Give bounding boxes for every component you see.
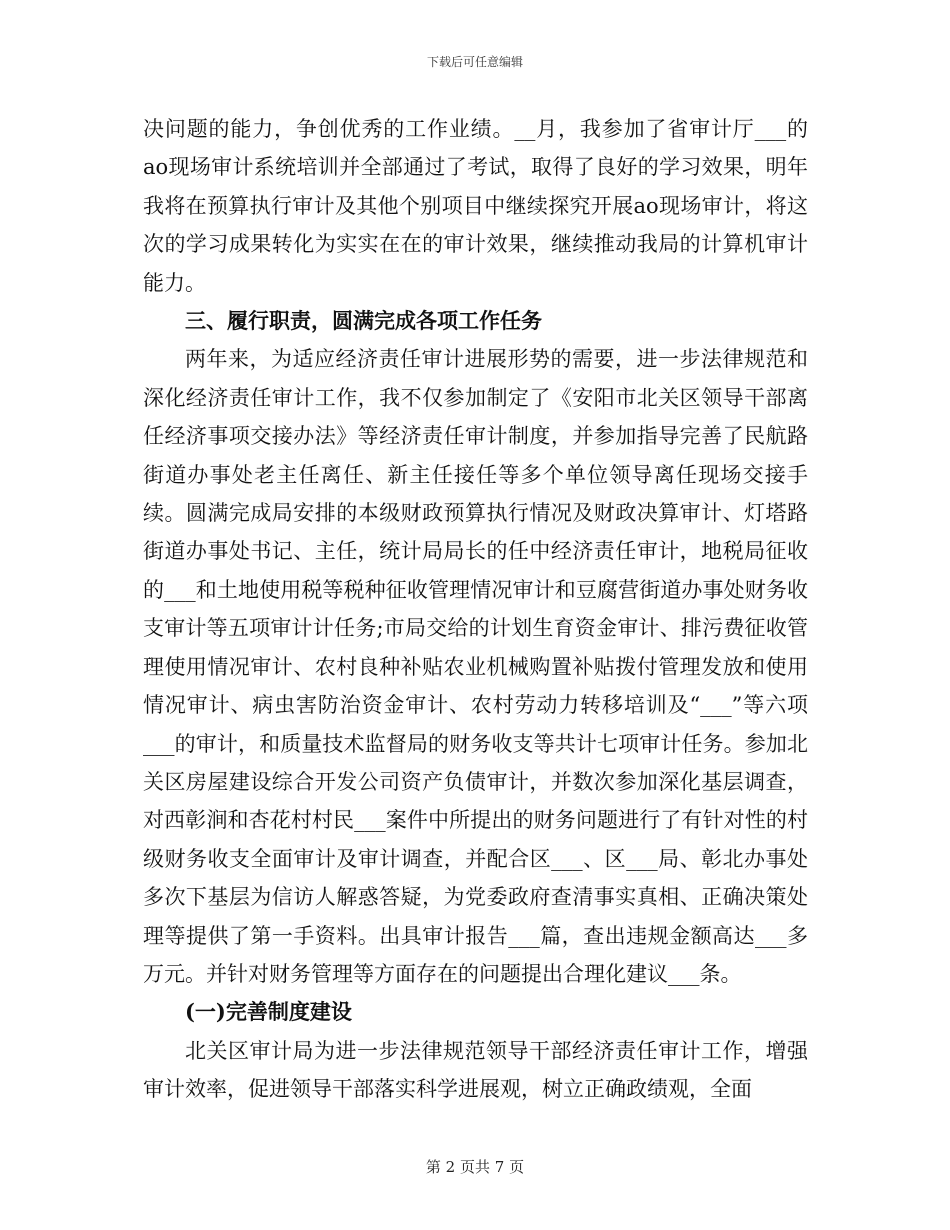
subsection-heading-1: (一)完善制度建设: [185, 999, 352, 1025]
page-header: 下载后可任意编辑: [426, 55, 523, 69]
page-footer: 第 2 页共 7 页: [425, 1158, 525, 1176]
paragraph-system: 北关区审计局为进一步法律规范领导干部经济责任审计工作，增强审计效率，促进领导干部落实科学进展观，树立正确政绩观，全面: [143, 1038, 808, 1102]
paragraph-training: 决问题的能力，争创优秀的工作业绩。__月，我参加了省审计厅___的ao现场审计系统培训并全部通过了考试，取得了良好的学习效果，明年我将在预算执行审计及其他个别项目中继续探究开展ao现场审计，将这次的学习成果转化为实实在在的审计效果，继续推动我局的计算机审计能力。: [143, 117, 808, 295]
section-heading-3: 三、履行职责，圆满完成各项工作任务: [185, 308, 542, 334]
document-body: [143, 110, 808, 1109]
paragraph-duties: 两年来，为适应经济责任审计进展形势的需要，进一步法律规范和深化经济责任审计工作，我不仅参加制定了《安阳市北关区领导干部离任经济事项交接办法》等经济责任审计制度，并参加指导完善了民航路街道办事处老主任离任、新主任接任等多个单位领导离任现场交接手续。圆满完成局安排的本级财政预算执行情况及财政决算审计、灯塔路街道办事处书记、主任，统计局局长的任中经济责任审计，地税局征收的___和土地使用税等税种征收管理情况审计和豆腐营街道办事处财务收支审计等五项审计计任务;市局交给的计划生育资金审计、排污费征收管理使用情况审计、农村良种补贴农业机械购置补贴拨付管理发放和使用情况审计、病虫害防治资金审计、农村劳动力转移培训及“___”等六项___的审计，和质量技术监督局的财务收支等共计七项审计任务。参加北关区房屋建设综合开发公司资产负债审计，并数次参加深化基层调查，对西彰涧和杏花村村民___案件中所提出的财务问题进行了有针对性的村级财务收支全面审计及审计调查，并配合区___、区___局、彰北办事处多次下基层为信访人解惑答疑，为党委政府查清事实真相、正确决策处理等提供了第一手资料。出具审计报告___篇，查出违规金额高达___多万元。并针对财务管理等方面存在的问题提出合理化建议___条。: [143, 347, 808, 986]
